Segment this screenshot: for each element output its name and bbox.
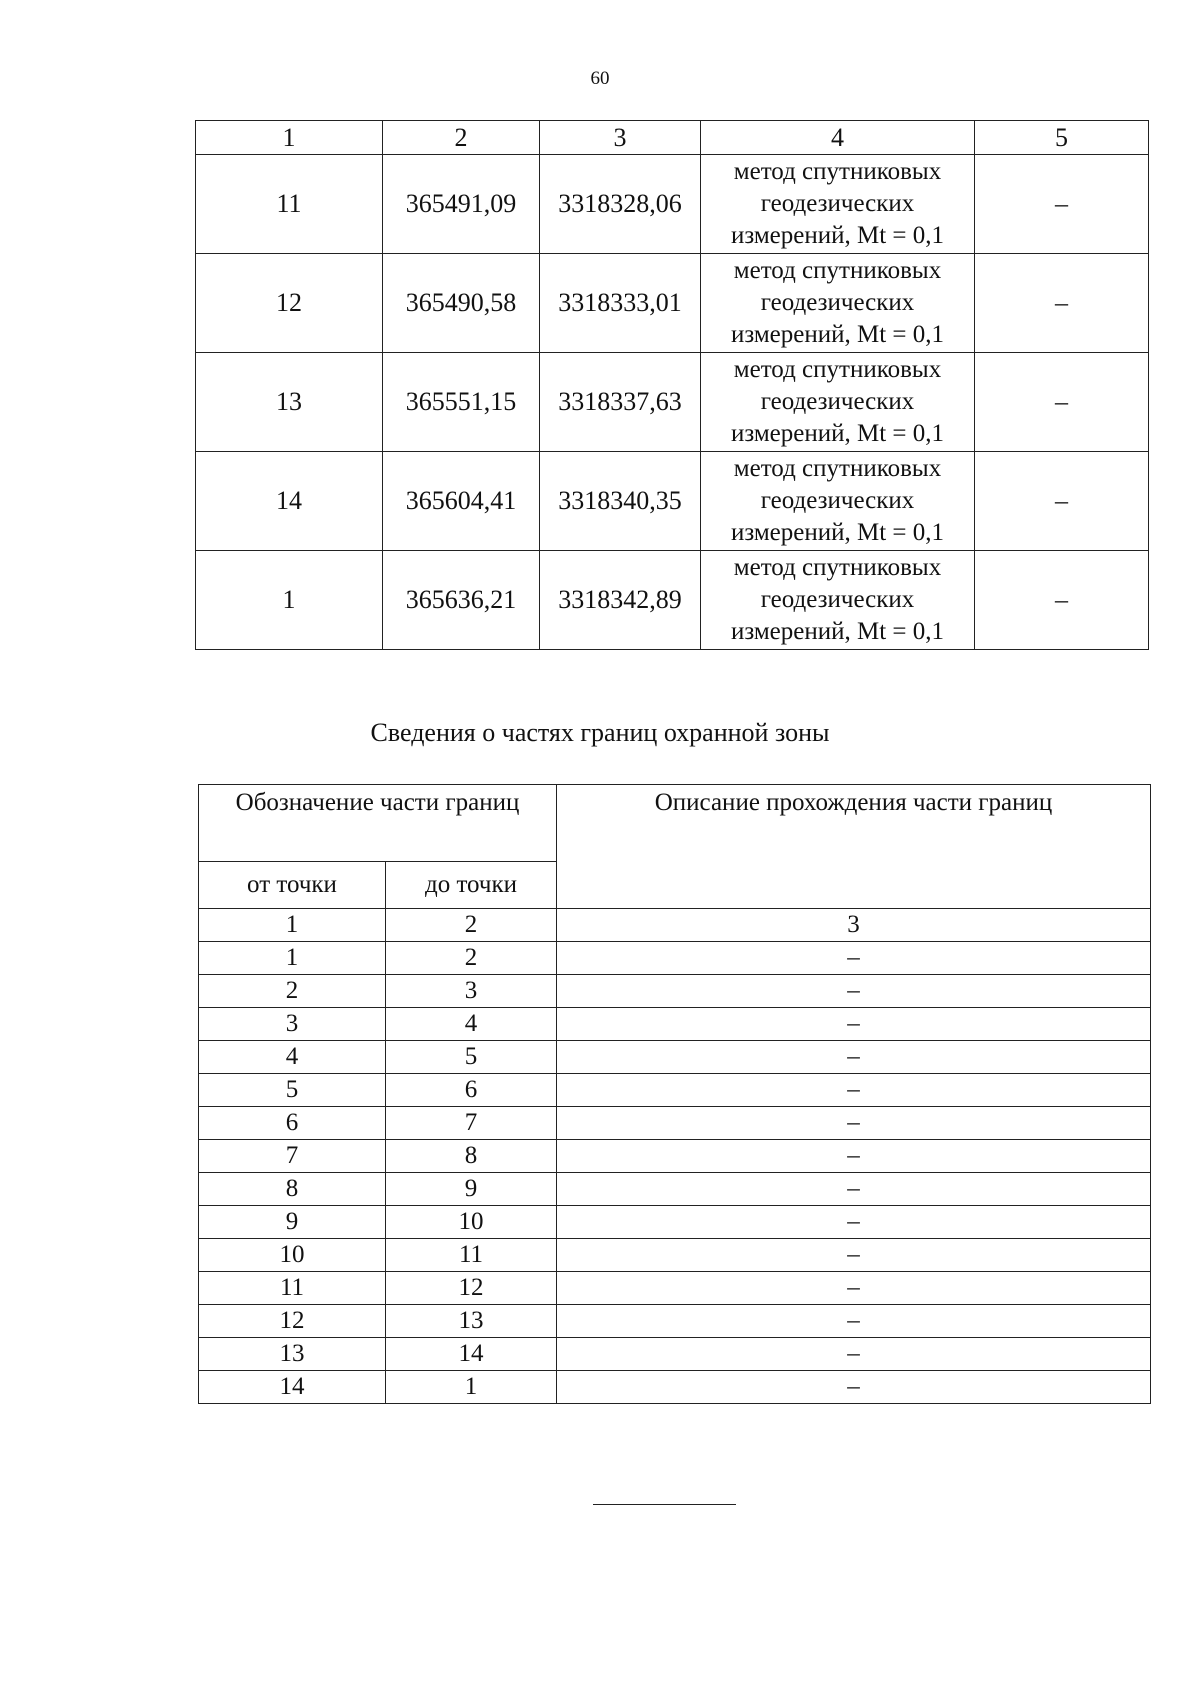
coordinate-row (196, 452, 1149, 551)
method-line: измерений, Mt = 0,1 (730, 222, 945, 249)
method-cell (701, 254, 975, 353)
column-number-cell: 5 (975, 121, 1149, 155)
method-cell (701, 452, 975, 551)
to-point-cell: 7 (386, 1107, 557, 1140)
method-line: измерений, Mt = 0,1 (730, 321, 945, 348)
from-point-cell: 11 (199, 1272, 386, 1305)
method-line: геодезических (760, 289, 915, 316)
column-number-cell: 2 (386, 909, 557, 942)
x-coordinate-cell: 365551,15 (383, 353, 540, 452)
boundary-part-row (199, 1305, 1151, 1338)
to-point-cell: 3 (386, 975, 557, 1008)
to-point-cell: 6 (386, 1074, 557, 1107)
page-number: 60 (590, 68, 610, 89)
from-point-cell: 6 (199, 1107, 386, 1140)
x-coordinate-cell: 365604,41 (383, 452, 540, 551)
from-point-cell: 14 (199, 1371, 386, 1404)
from-point-cell: 5 (199, 1074, 386, 1107)
description-cell: – (557, 1272, 1151, 1305)
y-coordinate-cell: 3318337,63 (540, 353, 701, 452)
to-point-cell: 10 (386, 1206, 557, 1239)
method-line: измерений, Mt = 0,1 (730, 618, 945, 645)
note-cell: – (975, 155, 1149, 254)
boundary-part-row (199, 1239, 1151, 1272)
boundary-part-row (199, 1206, 1151, 1239)
from-point-cell: 3 (199, 1008, 386, 1041)
coordinate-row (196, 353, 1149, 452)
to-point-cell: 4 (386, 1008, 557, 1041)
point-number-cell: 14 (196, 452, 383, 551)
method-line: метод спутниковых (733, 455, 942, 482)
method-line: измерений, Mt = 0,1 (730, 519, 945, 546)
method-line: метод спутниковых (733, 356, 942, 383)
section-title: Сведения о частях границ охранной зоны (370, 718, 830, 747)
boundary-part-row (199, 975, 1151, 1008)
boundary-part-row (199, 1272, 1151, 1305)
point-number-cell: 13 (196, 353, 383, 452)
coordinate-row (196, 551, 1149, 650)
column-number-cell: 2 (383, 121, 540, 155)
boundary-part-row (199, 1173, 1151, 1206)
description-cell: – (557, 1008, 1151, 1041)
description-header: Описание прохождения части границ (557, 785, 1151, 909)
coordinate-row (196, 155, 1149, 254)
description-cell: – (557, 1107, 1151, 1140)
method-line: геодезических (760, 388, 915, 415)
method-line: геодезических (760, 487, 915, 514)
method-cell (701, 551, 975, 650)
to-point-cell: 1 (386, 1371, 557, 1404)
note-cell: – (975, 452, 1149, 551)
note-cell: – (975, 353, 1149, 452)
to-point-cell: 14 (386, 1338, 557, 1371)
note-cell: – (975, 254, 1149, 353)
to-point-cell: 8 (386, 1140, 557, 1173)
from-point-cell: 13 (199, 1338, 386, 1371)
boundary-part-row (199, 1338, 1151, 1371)
y-coordinate-cell: 3318340,35 (540, 452, 701, 551)
column-number-cell: 3 (557, 909, 1151, 942)
description-cell: – (557, 1140, 1151, 1173)
y-coordinate-cell: 3318328,06 (540, 155, 701, 254)
boundary-part-row (199, 1371, 1151, 1404)
description-cell: – (557, 1041, 1151, 1074)
description-cell: – (557, 1206, 1151, 1239)
method-line: метод спутниковых (733, 257, 942, 284)
from-point-cell: 1 (199, 942, 386, 975)
coordinates-header-row (196, 121, 1149, 155)
parts-header-row (199, 785, 1151, 862)
description-cell: – (557, 1338, 1151, 1371)
to-point-header: до точки (386, 862, 557, 909)
coordinate-row (196, 254, 1149, 353)
end-of-document-rule (593, 1504, 736, 1505)
method-line: геодезических (760, 190, 915, 217)
column-number-cell: 1 (196, 121, 383, 155)
boundary-part-row (199, 1008, 1151, 1041)
method-line: измерений, Mt = 0,1 (730, 420, 945, 447)
to-point-cell: 12 (386, 1272, 557, 1305)
note-cell: – (975, 551, 1149, 650)
boundary-part-row (199, 942, 1151, 975)
method-line: геодезических (760, 586, 915, 613)
point-number-cell: 1 (196, 551, 383, 650)
from-point-cell: 10 (199, 1239, 386, 1272)
from-point-cell: 4 (199, 1041, 386, 1074)
column-number-cell: 3 (540, 121, 701, 155)
description-cell: – (557, 975, 1151, 1008)
column-number-cell: 1 (199, 909, 386, 942)
to-point-cell: 11 (386, 1239, 557, 1272)
boundary-parts-table (198, 784, 1151, 1404)
to-point-cell: 2 (386, 942, 557, 975)
x-coordinate-cell: 365490,58 (383, 254, 540, 353)
point-number-cell: 11 (196, 155, 383, 254)
column-number-cell: 4 (701, 121, 975, 155)
to-point-cell: 13 (386, 1305, 557, 1338)
x-coordinate-cell: 365491,09 (383, 155, 540, 254)
from-point-cell: 9 (199, 1206, 386, 1239)
boundary-part-row (199, 1140, 1151, 1173)
boundary-part-row (199, 1041, 1151, 1074)
description-cell: – (557, 1074, 1151, 1107)
from-point-cell: 2 (199, 975, 386, 1008)
description-cell: – (557, 1239, 1151, 1272)
to-point-cell: 9 (386, 1173, 557, 1206)
from-point-cell: 7 (199, 1140, 386, 1173)
method-cell (701, 155, 975, 254)
designation-header: Обозначение части границ (199, 785, 557, 862)
method-cell (701, 353, 975, 452)
from-point-cell: 8 (199, 1173, 386, 1206)
y-coordinate-cell: 3318333,01 (540, 254, 701, 353)
to-point-cell: 5 (386, 1041, 557, 1074)
description-cell: – (557, 942, 1151, 975)
parts-column-number-row (199, 909, 1151, 942)
point-number-cell: 12 (196, 254, 383, 353)
x-coordinate-cell: 365636,21 (383, 551, 540, 650)
method-line: метод спутниковых (733, 554, 942, 581)
coordinates-table (195, 120, 1149, 650)
boundary-part-row (199, 1107, 1151, 1140)
description-cell: – (557, 1371, 1151, 1404)
boundary-part-row (199, 1074, 1151, 1107)
y-coordinate-cell: 3318342,89 (540, 551, 701, 650)
method-line: метод спутниковых (733, 158, 942, 185)
description-cell: – (557, 1173, 1151, 1206)
from-point-header: от точки (199, 862, 386, 909)
from-point-cell: 12 (199, 1305, 386, 1338)
description-cell: – (557, 1305, 1151, 1338)
